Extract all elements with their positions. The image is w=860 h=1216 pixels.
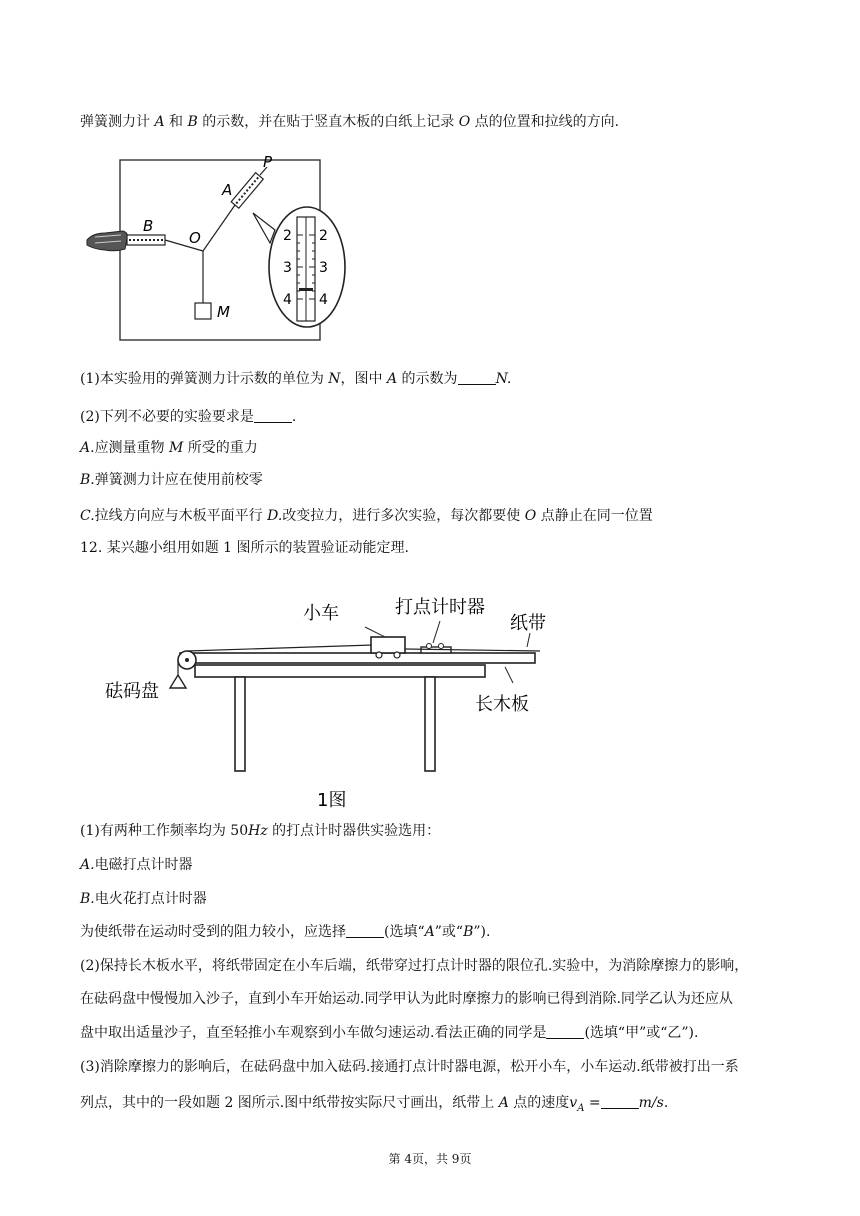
text: (选填“ [384, 924, 425, 940]
var-O: O [458, 114, 471, 130]
q12-part1 [80, 821, 440, 841]
q12-part3-line2 [80, 1093, 668, 1119]
text: 盘中取出适量沙子，直至轻推小车观察到小车做匀速运动.看法正确的同学是 [80, 1025, 547, 1041]
label-pan: 砝码盘 [105, 681, 159, 702]
text: 弹簧测力计 [80, 114, 155, 130]
text: 的示数，并在贴于竖直木板的白纸上记录 [197, 114, 459, 130]
hand-icon [87, 231, 128, 251]
scale-right-2: 2 [319, 228, 328, 244]
text: = [584, 1095, 601, 1111]
label-B: B [143, 217, 154, 235]
text: (2)保持长木板水平，将纸带固定在小车后端，纸带穿过打点计时器的限位孔.实验中，为消除摩擦力的影响， [80, 958, 749, 974]
text: (2)下列不必要的实验要求是 [80, 409, 254, 425]
q12-intro [80, 538, 409, 558]
answer-blank[interactable] [546, 1024, 584, 1039]
spring-balance-figure [85, 155, 365, 345]
cart [371, 637, 405, 653]
cart-apparatus-figure [95, 585, 565, 815]
text: 的打点计时器供实验选用： [267, 823, 441, 839]
option-letter: A. [80, 440, 95, 456]
text: 点的位置和拉线的方向. [470, 114, 620, 130]
text: 12. 某兴趣小组用如题 1 图所示的装置验证动能定理. [80, 540, 409, 556]
table-top [195, 665, 485, 677]
label-O: O [189, 229, 201, 247]
q12-part2-line3 [80, 1023, 698, 1043]
label-board: 长木板 [475, 694, 529, 715]
q11-option-B [80, 470, 263, 490]
var-M: M [169, 440, 184, 456]
text: . [291, 409, 297, 425]
text: ”或“ [434, 924, 464, 940]
text: (1)本实验用的弹簧测力计示数的单位为 [80, 371, 329, 387]
intro-line [80, 112, 619, 132]
option-letter: D. [267, 508, 283, 524]
text: 点的速度 [508, 1095, 570, 1111]
q12-part3-line1 [80, 1057, 739, 1077]
option-letter: B. [80, 891, 95, 907]
q11-part2 [80, 407, 296, 427]
weight-M [195, 303, 211, 319]
q12-part2-line1 [80, 956, 748, 976]
scale-right-3: 3 [319, 260, 328, 276]
text: (选填“甲”或“乙”). [584, 1025, 699, 1041]
unit-Hz: Hz [248, 823, 268, 839]
var-O: O [524, 508, 537, 524]
text: 在砝码盘中慢慢加入沙子，直到小车开始运动.同学甲认为此时摩擦力的影响已得到消除.同学乙认为还应从 [80, 991, 733, 1007]
var-A: A [154, 114, 165, 130]
q12-option-B [80, 889, 207, 909]
q11-part1 [80, 369, 511, 389]
var-A: A [424, 924, 435, 940]
option-letter: B. [80, 472, 95, 488]
label-cart: 小车 [303, 603, 339, 624]
text: 电磁打点计时器 [94, 857, 193, 873]
label-P: P [263, 155, 273, 171]
text: 拉线方向应与木板平面平行 [94, 508, 268, 524]
text: 点静止在同一位置 [536, 508, 653, 524]
option-letter: A. [80, 857, 95, 873]
label-M: M [217, 303, 230, 321]
var-B: B [463, 924, 474, 940]
label-A: A [222, 181, 233, 199]
text: ，图中 [340, 371, 387, 387]
text: 电火花打点计时器 [94, 891, 207, 907]
unit-N: N. [495, 371, 512, 387]
option-letter: C. [80, 508, 95, 524]
table-leg [235, 677, 245, 771]
text: (1)有两种工作频率均为 50 [80, 823, 249, 839]
text: 的示数为 [397, 371, 458, 387]
text: . [663, 1095, 669, 1111]
string [187, 645, 373, 651]
var-A: A [498, 1095, 509, 1111]
q12-part1-question [80, 922, 490, 942]
text: 应测量重物 [94, 440, 170, 456]
subscript-A: A [577, 1102, 585, 1114]
text: 所受的重力 [183, 440, 258, 456]
q12-part2-line2 [80, 989, 733, 1009]
text: 列点，其中的一段如题 2 图所示.图中纸带按实际尺寸画出，纸带上 [80, 1095, 499, 1111]
scale-left-3: 3 [283, 260, 292, 276]
q11-option-CD [80, 506, 653, 526]
text: ”). [473, 924, 491, 940]
text: 为使纸带在运动时受到的阻力较小，应选择 [80, 924, 346, 940]
answer-blank[interactable] [346, 923, 384, 938]
page-footer: 第 4页，共 9页 [388, 1152, 472, 1166]
scale-left-2: 2 [283, 228, 292, 244]
var-B: B [187, 114, 198, 130]
label-timer: 打点计时器 [395, 597, 485, 618]
label-tape: 纸带 [510, 613, 546, 634]
table-leg [425, 677, 435, 771]
scale-right-4: 4 [319, 292, 328, 308]
unit-mps: m/s [638, 1095, 664, 1111]
weight-pan [170, 675, 186, 688]
text: 弹簧测力计应在使用前校零 [94, 472, 263, 488]
scale-left-4: 4 [283, 292, 292, 308]
q12-option-A [80, 855, 193, 875]
answer-blank[interactable] [254, 408, 292, 423]
answer-blank[interactable] [458, 370, 496, 385]
long-board [180, 653, 535, 663]
figure-caption: 1图 [317, 790, 347, 811]
text: (3)消除摩擦力的影响后，在砝码盘中加入砝码.接通打点计时器电源，松开小车，小车运动.纸带被打出一系 [80, 1059, 739, 1075]
answer-blank[interactable] [601, 1094, 639, 1109]
var-A: A [386, 371, 398, 387]
q11-option-A [80, 438, 258, 458]
pointer-indicator [299, 288, 313, 291]
text: 改变拉力，进行多次实验，每次都要使 [282, 508, 525, 524]
unit-N: N [328, 371, 341, 387]
text: 和 [164, 114, 188, 130]
var-v: v [569, 1095, 578, 1111]
